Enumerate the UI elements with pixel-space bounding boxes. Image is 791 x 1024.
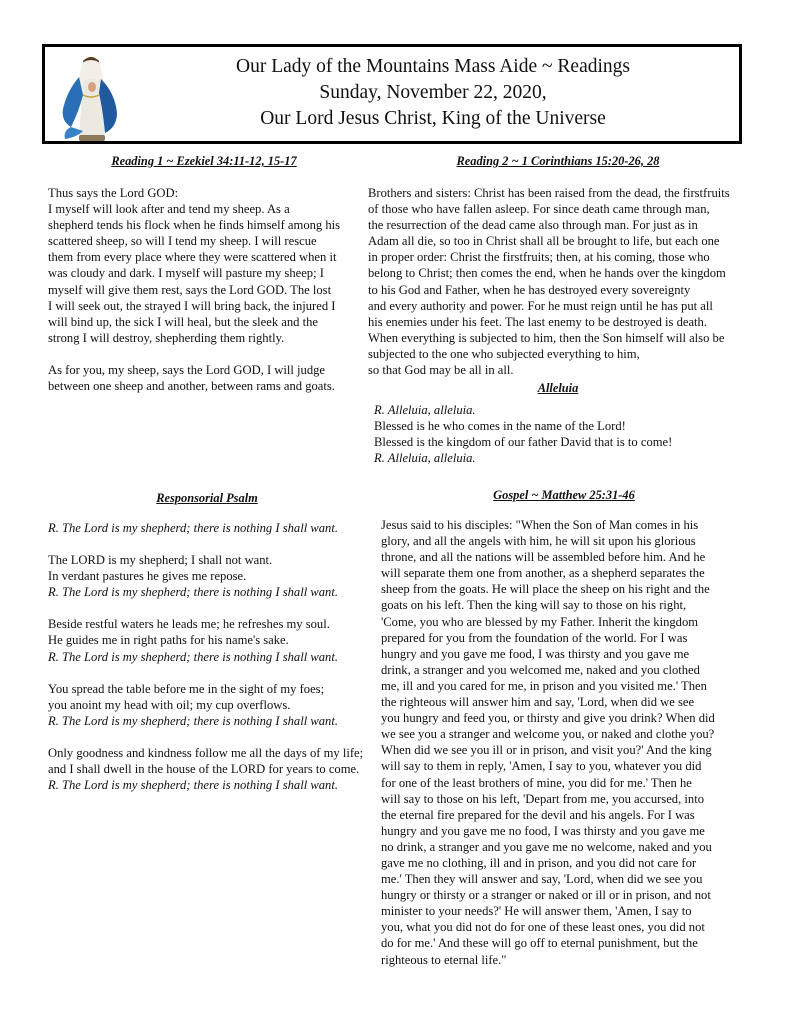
- text-line: no drink, a stranger and you gave me no welcome, naked and you: [381, 839, 712, 854]
- text-line: As for you, my sheep, says the Lord GOD, I will judge: [48, 362, 326, 377]
- psalm-stanza-3: [48, 681, 366, 729]
- reading-1-para-1: [48, 185, 360, 346]
- text-line: prepared for you from the foundation of the world. For I was: [381, 630, 688, 645]
- text-line: you anoint my head with oil; my cup overflows.: [48, 697, 291, 712]
- text-line: In verdant pastures he gives me repose.: [48, 569, 247, 584]
- psalm-stanza-1: [48, 552, 366, 600]
- text-line: the righteous will answer him and say, 'Lord, when did we see: [381, 695, 695, 710]
- text-line: minister to your needs?' He will answer them, 'Amen, I say to: [381, 904, 692, 919]
- text-line: of those who have fallen asleep. For since death came through man,: [368, 202, 710, 217]
- header-box: [42, 44, 742, 144]
- text-line: sheep from the goats. He will place the sheep on his right and the: [381, 582, 710, 597]
- psalm-stanza-4: [48, 745, 366, 793]
- text-line: gave me no clothing, ill and in prison, and you did not care for: [381, 855, 697, 870]
- title-line-2: Sunday, November 22, 2020,: [319, 82, 547, 103]
- text-line: in proper order: Christ the firstfruits; then, at his coming, those who: [368, 250, 710, 265]
- text-line: I myself will look after and tend my sheep. As a: [48, 202, 290, 217]
- text-line: glory, and all the angels with him, he will sit upon his glorious: [381, 534, 696, 549]
- text-line: strong I will destroy, shepherding them rightly.: [48, 330, 285, 345]
- text-line: Blessed is the kingdom of our father David that is to come!: [374, 435, 673, 450]
- text-line: you, what you did not do for one of these least ones, you did not: [381, 920, 705, 935]
- psalm-response: R. The Lord is my shepherd; there is nothing I shall want.: [48, 713, 338, 728]
- text-line: me.' Then they will answer and say, 'Lord, when did we see you: [381, 872, 703, 887]
- text-line: Jesus said to his disciples: "When the Son of Man comes in his: [381, 518, 699, 532]
- gospel-text: [381, 517, 747, 968]
- text-line: scattered sheep, so will I tend my sheep. I will rescue: [48, 234, 317, 249]
- alleluia-text: [368, 402, 748, 466]
- text-line: When everything is subjected to him, then the Son himself will also be: [368, 330, 725, 345]
- text-line: we see you a stranger and welcome you, or naked and clothe you?: [381, 727, 715, 742]
- text-line: will say to them in reply, 'Amen, I say to you, whatever you did: [381, 759, 702, 774]
- text-line: Beside restful waters he leads me; he refreshes my soul.: [48, 617, 330, 632]
- header-titles: [135, 54, 731, 132]
- text-line: Only goodness and kindness follow me all the days of my life;: [48, 745, 364, 760]
- text-line: drink, a stranger and you welcomed me, naked and you clothed: [381, 662, 700, 677]
- text-line: throne, and all the nations will be assembled before him. And he: [381, 550, 706, 565]
- gospel-section: [381, 487, 747, 968]
- text-line: shepherd tends his flock when he finds himself among his: [48, 218, 341, 233]
- text-line: and every authority and power. For he must reign until he has put all: [368, 298, 713, 313]
- gospel-heading: Gospel ~ Matthew 25:31-46: [493, 488, 635, 502]
- text-line: 'Come, you who are blessed by my Father. Inherit the kingdom: [381, 614, 699, 629]
- psalm-response: R. The Lord is my shepherd; there is nothing I shall want.: [48, 585, 338, 600]
- reading-2-section: [368, 153, 748, 467]
- text-line: the resurrection of the dead came also through man. For just as in: [368, 218, 698, 233]
- text-line: Adam all die, so too in Christ shall all be brought to life, but each one: [368, 234, 720, 249]
- text-line: hungry and you gave me no food, I was thirsty and you gave me: [381, 823, 705, 838]
- reading-2-heading: Reading 2 ~ 1 Corinthians 15:20-26, 28: [456, 154, 660, 168]
- text-line: you hungry and feed you, or thirsty and give you drink? When did: [381, 711, 715, 726]
- text-line: will bind up, the sick I will heal, but the sleek and the: [48, 314, 319, 329]
- text-line: You spread the table before me in the sight of my foes;: [48, 681, 325, 696]
- title-line-3: Our Lord Jesus Christ, King of the Universe: [260, 108, 606, 129]
- text-line: Thus says the Lord GOD:: [48, 186, 179, 200]
- text-line: do for me.' And these will go off to eternal punishment, but the: [381, 936, 698, 951]
- alleluia-response: R. Alleluia, alleluia.: [374, 451, 476, 466]
- text-line: was cloudy and dark. I myself will pasture my sheep; I: [48, 266, 324, 281]
- text-line: hungry and you gave me food, I was thirsty and you gave me: [381, 646, 690, 661]
- psalm-section: [48, 490, 366, 793]
- text-line: his enemies under his feet. The last enemy to be destroyed is death.: [368, 314, 708, 329]
- text-line: them from every place where they were scattered when it: [48, 250, 337, 265]
- text-line: me, ill and you cared for me, in prison and you visited me.' Then: [381, 678, 707, 693]
- text-line: I will seek out, the strayed I will bring back, the injured I: [48, 298, 336, 313]
- text-line: to his God and Father, when he has destroyed every sovereignty: [368, 282, 691, 297]
- text-line: When did we see you ill or in prison, and visit you?' And the king: [381, 743, 712, 758]
- text-line: goats on his left. Then the king will say to those on his right,: [381, 598, 687, 613]
- alleluia-heading: Alleluia: [537, 381, 579, 396]
- text-line: subjected to the one who subjected everything to him,: [368, 346, 640, 361]
- text-line: for one of the least brothers of mine, you did for me.' Then he: [381, 775, 692, 790]
- reading-2-text: [368, 185, 748, 378]
- madonna-statue-icon: [53, 51, 125, 143]
- psalm-response: R. The Lord is my shepherd; there is nothing I shall want.: [48, 521, 338, 535]
- text-line: Brothers and sisters: Christ has been raised from the dead, the firstfruits: [368, 186, 730, 200]
- text-line: between one sheep and another, between rams and goats.: [48, 379, 335, 394]
- text-line: so that God may be all in all.: [368, 363, 514, 378]
- psalm-stanza-2: [48, 616, 366, 664]
- text-line: He guides me in right paths for his name's sake.: [48, 633, 289, 648]
- text-line: Blessed is he who comes in the name of the Lord!: [374, 419, 626, 434]
- text-line: hungry or thirsty or a stranger or naked or ill or in prison, and not: [381, 888, 711, 903]
- reading-1-heading: Reading 1 ~ Ezekiel 34:11-12, 15-17: [111, 154, 297, 168]
- reading-1-section: [48, 153, 360, 394]
- text-line: will separate them one from another, as a shepherd separates the: [381, 566, 705, 581]
- psalm-response: R. The Lord is my shepherd; there is nothing I shall want.: [48, 649, 338, 664]
- text-line: the eternal fire prepared for the devil and his angels. For I was: [381, 807, 695, 822]
- title-line-1: Our Lady of the Mountains Mass Aide ~ Readings: [236, 56, 630, 77]
- reading-1-para-2: [48, 362, 360, 394]
- psalm-intro: [48, 520, 366, 536]
- text-line: The LORD is my shepherd; I shall not want.: [48, 553, 273, 568]
- text-line: will say to those on his left, 'Depart from me, you accursed, into: [381, 791, 704, 806]
- psalm-response: R. The Lord is my shepherd; there is nothing I shall want.: [48, 778, 338, 793]
- text-line: myself will give them rest, says the Lord GOD. The lost: [48, 282, 332, 297]
- text-line: and I shall dwell in the house of the LORD for years to come.: [48, 762, 360, 777]
- psalm-heading: Responsorial Psalm: [156, 491, 258, 505]
- text-line: righteous to eternal life.": [381, 952, 507, 967]
- text-line: belong to Christ; then comes the end, when he hands over the kingdom: [368, 266, 726, 281]
- alleluia-response: R. Alleluia, alleluia.: [374, 403, 476, 418]
